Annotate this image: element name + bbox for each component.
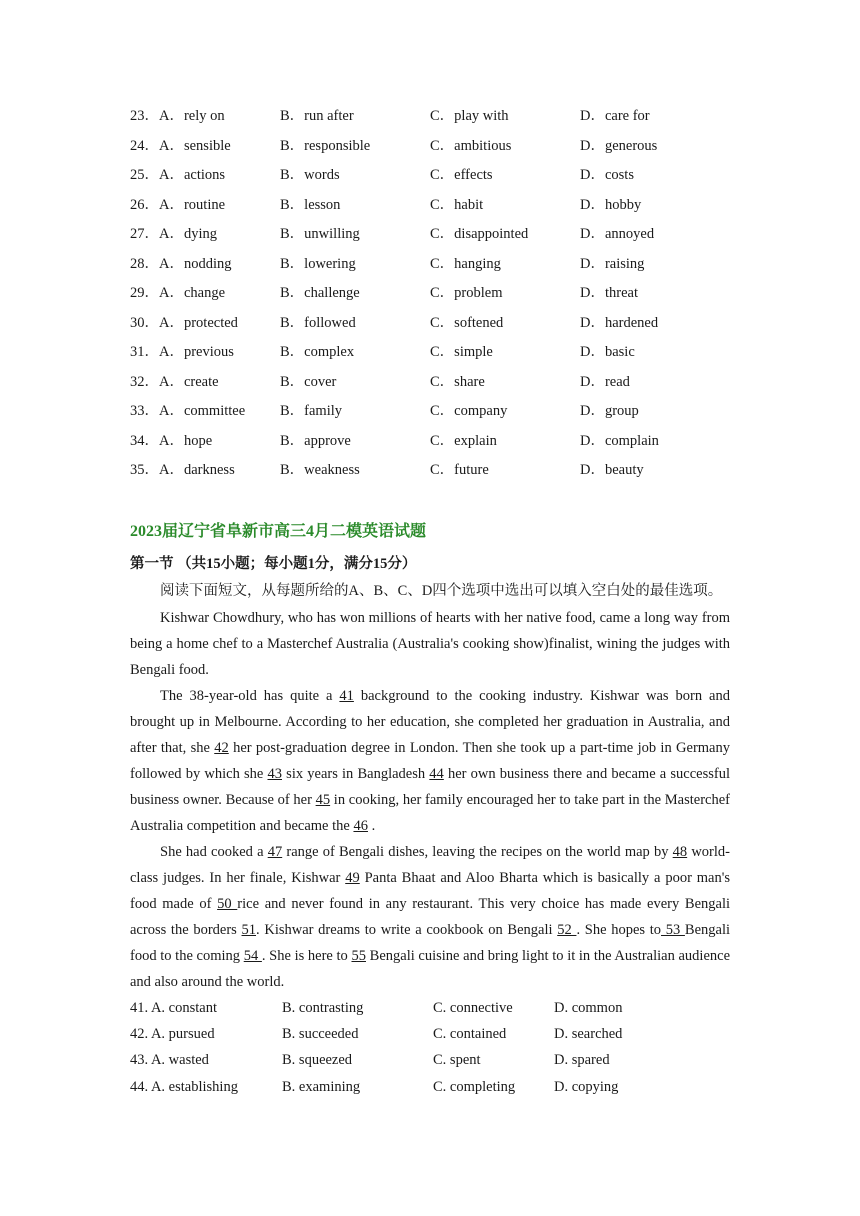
option-c: C. completing bbox=[433, 1078, 516, 1095]
option-d: D．care for bbox=[580, 108, 650, 124]
blank-41: 41 bbox=[339, 688, 354, 704]
option-d: D．costs bbox=[580, 167, 634, 183]
passage-paragraph-3 bbox=[130, 839, 730, 995]
passage-text: The 38-year-old has quite a bbox=[160, 688, 340, 704]
option-c: C．habit bbox=[430, 196, 484, 213]
option-a: 33．A．committee bbox=[130, 403, 246, 419]
option-c: C. contained bbox=[433, 1026, 507, 1043]
option-d: D. spared bbox=[554, 1052, 610, 1069]
option-a: 32．A．create bbox=[130, 373, 219, 390]
option-d: D. searched bbox=[554, 1026, 623, 1043]
option-d: D. common bbox=[554, 1000, 623, 1016]
passage-text: . She is here to bbox=[261, 948, 352, 964]
option-b: B．lowering bbox=[280, 255, 356, 272]
option-b: B．family bbox=[280, 403, 343, 419]
option-b: B．weakness bbox=[280, 462, 360, 478]
option-d: D．raising bbox=[580, 255, 645, 272]
option-a: 28．A．nodding bbox=[130, 255, 232, 272]
option-a: 34．A．hope bbox=[130, 432, 213, 449]
option-a: 30．A．protected bbox=[130, 314, 238, 331]
option-b: B．run after bbox=[280, 108, 354, 124]
cloze-passage bbox=[130, 605, 730, 995]
passage-text: world-class judges. In her finale, Kishwar bbox=[130, 844, 730, 886]
option-b: B. contrasting bbox=[282, 1000, 364, 1016]
option-a: 24．A．sensible bbox=[130, 137, 231, 154]
option-d: D．read bbox=[580, 373, 630, 390]
blank-52: 52 bbox=[557, 922, 577, 938]
section-heading: 第一节 （共15小题；每小题1分，满分15分） bbox=[130, 556, 417, 572]
option-c: C．disappointed bbox=[430, 226, 529, 242]
option-a: 29．A．change bbox=[130, 285, 226, 301]
blank-54: 54 bbox=[243, 948, 262, 964]
option-a: 27．A．dying bbox=[130, 226, 217, 242]
blank-53: 53 bbox=[661, 922, 685, 938]
blank-45: 45 bbox=[315, 792, 331, 808]
option-b: B. succeeded bbox=[282, 1026, 359, 1043]
option-c: C．explain bbox=[430, 432, 497, 449]
option-c: C．company bbox=[430, 403, 508, 419]
option-c: C．ambitious bbox=[430, 137, 512, 154]
option-a: 43. A. wasted bbox=[130, 1052, 209, 1069]
option-d: D．hardened bbox=[580, 314, 659, 331]
blank-42: 42 bbox=[214, 740, 229, 756]
option-a: 26．A．routine bbox=[130, 196, 226, 213]
passage-text: range of Bengali dishes, leaving the recipes on the world map by bbox=[282, 844, 673, 860]
option-b: B．words bbox=[280, 167, 340, 183]
passage-text: She had cooked a bbox=[160, 844, 268, 860]
option-c: C．simple bbox=[430, 344, 493, 360]
option-a: 25．A．actions bbox=[130, 167, 226, 183]
passage-text: . She hopes to bbox=[576, 922, 662, 938]
passage-text: . Kishwar dreams to write a cookbook on Bengali bbox=[256, 922, 558, 938]
option-c: C．effects bbox=[430, 167, 493, 183]
passage-text: her own business there and became a successful business owner. Because of her bbox=[130, 766, 731, 808]
passage-paragraph-2 bbox=[130, 683, 730, 839]
option-a: 42. A. pursued bbox=[130, 1026, 215, 1043]
blank-47: 47 bbox=[267, 844, 283, 860]
option-b: B．cover bbox=[280, 373, 337, 390]
option-d: D．complain bbox=[580, 432, 659, 449]
option-a: 44. A. establishing bbox=[130, 1078, 238, 1095]
blank-51: 51 bbox=[241, 922, 257, 938]
blank-48: 48 bbox=[672, 844, 688, 860]
passage-text: rice and never found in any restaurant. This very choice has made every Bengali across the borders bbox=[130, 896, 731, 938]
option-a: 41. A. constant bbox=[130, 1000, 217, 1016]
option-d: D．threat bbox=[580, 285, 638, 301]
option-d: D．basic bbox=[580, 344, 635, 360]
passage-text: Bengali food to the coming bbox=[130, 922, 731, 964]
passage-text: Panta Bhaat and Aloo Bharta which is basically a poor man's food made of bbox=[130, 870, 730, 912]
passage-text: six years in Bangladesh bbox=[282, 766, 430, 782]
option-b: B．unwilling bbox=[280, 226, 360, 242]
blank-46: 46 bbox=[353, 818, 368, 834]
option-c: C. spent bbox=[433, 1052, 481, 1069]
option-d: D．hobby bbox=[580, 196, 642, 213]
option-d: D．group bbox=[580, 403, 639, 419]
option-b: B．complex bbox=[280, 344, 355, 360]
option-b: B．responsible bbox=[280, 137, 371, 154]
option-d: D. copying bbox=[554, 1078, 619, 1095]
option-b: B．challenge bbox=[280, 285, 360, 301]
option-b: B. examining bbox=[282, 1078, 361, 1095]
blank-43: 43 bbox=[267, 766, 282, 782]
option-a: 35．A．darkness bbox=[130, 462, 235, 478]
passage-text: background to the cooking industry. Kishwar was born and brought up in Melbourne. According to her education, she completed her graduation in Australia, and after that, she bbox=[130, 688, 730, 756]
passage-text: Bengali cuisine and bring light to it in the Australian audience and also around the world. bbox=[130, 948, 731, 990]
blank-50: 50 bbox=[217, 896, 238, 912]
option-c: C．future bbox=[430, 462, 489, 478]
blank-49: 49 bbox=[345, 870, 360, 886]
option-b: B．approve bbox=[280, 432, 351, 449]
option-a: 23．A．rely on bbox=[130, 108, 225, 124]
blank-55: 55 bbox=[351, 948, 366, 964]
option-d: D．generous bbox=[580, 137, 658, 154]
passage-paragraph-1: Kishwar Chowdhury, who has won millions of hearts with her native food, came a long way from being a home chef to a Masterchef Australia (Australia's cooking show)finalist, wining the judges with Bengali food. bbox=[130, 610, 730, 678]
option-b: B．lesson bbox=[280, 196, 341, 213]
passage-text: . bbox=[367, 818, 376, 834]
option-c: C. connective bbox=[433, 1000, 513, 1016]
option-c: C．play with bbox=[430, 108, 509, 124]
passage-text: her post-graduation degree in London. Then she took up a part-time job in Germany followed by which she bbox=[130, 740, 730, 782]
option-b: B. squeezed bbox=[282, 1052, 353, 1069]
passage-text: in cooking, her family encouraged her to take part in the Masterchef Australia competition and became the bbox=[130, 792, 731, 834]
option-d: D．annoyed bbox=[580, 226, 655, 242]
option-d: D．beauty bbox=[580, 462, 644, 478]
option-c: C．problem bbox=[430, 285, 503, 301]
option-a: 31．A．previous bbox=[130, 344, 234, 360]
exam-title: 2023届辽宁省阜新市高三4月二模英语试题 bbox=[130, 523, 427, 540]
option-c: C．softened bbox=[430, 314, 504, 331]
instruction-text: 阅读下面短文，从每题所给的A、B、C、D四个选项中选出可以填入空白处的最佳选项。 bbox=[160, 583, 723, 599]
option-c: C．share bbox=[430, 373, 485, 390]
option-b: B．followed bbox=[280, 314, 356, 331]
option-c: C．hanging bbox=[430, 255, 501, 272]
blank-44: 44 bbox=[429, 766, 444, 782]
